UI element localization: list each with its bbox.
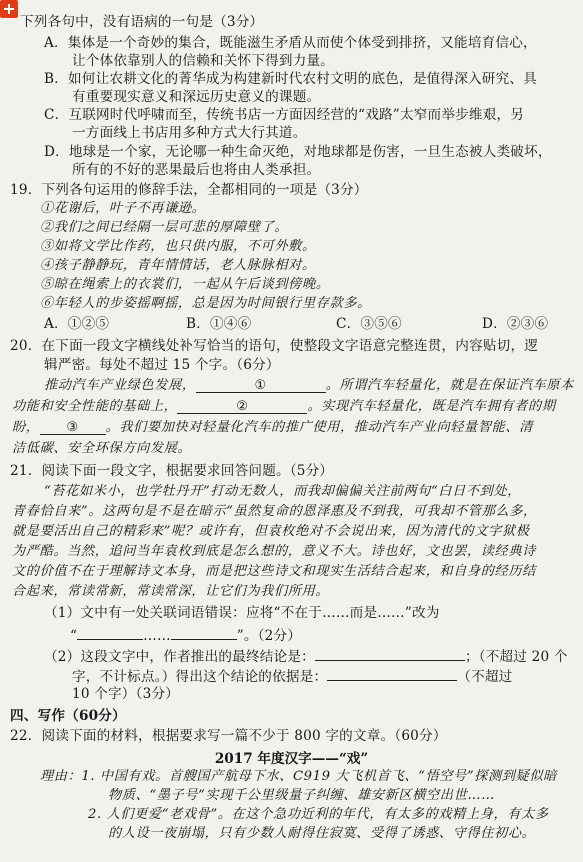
q22-reason-line4: 的人设一夜崩塌，只有少数人耐得住寂寞、受得了诱惑、守得住初心。: [108, 826, 536, 841]
q21-sub2-line1: （2）这段文字中，作者推出的最终结论是： ；（不超过 20 个: [44, 645, 568, 666]
q19-item-4: ④孩子静静玩，青年情情话，老人脉脉相对。: [40, 258, 316, 273]
q21-sub1-line2: “ …… ”。（2分）: [70, 624, 301, 645]
q20-passage-line3: 盼， ③ 。我们要加快对轻量化汽车的推广使用，推动汽车产业向轻量智能、清: [12, 420, 533, 435]
q21-passage-line5: 文的价值不在于理解诗文本身，而是把这些诗文和现实生活结合起来，和自身的经历结: [12, 564, 536, 579]
q21-sub2-blank-conclusion[interactable]: [315, 645, 465, 661]
q19-item-6: ⑥年轻人的步姿摇啊摇，总是因为时间银行里存款多。: [40, 296, 371, 311]
q20-blank-1[interactable]: ①: [196, 377, 326, 393]
q20-stem-line2: 辑严密。每处不超过 15 个字。（6分）: [44, 357, 280, 373]
q18-option-a-line1: A．集体是一个奇妙的集合，既能滋生矛盾从而使个体受到排挤，又能培育信心，: [44, 35, 537, 51]
q19-option-a: A．①②⑤: [44, 316, 110, 332]
q19-item-3: ③如将文学比作药，也只供内服，不可外敷。: [40, 239, 316, 254]
q19-stem: 19．下列各句运用的修辞手法，全都相同的一项是（3分）: [10, 182, 368, 198]
q18-option-d-line2: 所有的不好的恶果最后也将由人类承担。: [72, 162, 321, 178]
q18-option-b-line2: 有重要现实意义和深远历史意义的课题。: [72, 89, 321, 105]
q21-passage-line6: 合起来，常读常新，常读常深，让它们为我们所用。: [12, 584, 330, 599]
q19-option-b: B．①④⑥: [186, 316, 252, 332]
q21-sub1-blank-b[interactable]: [171, 624, 237, 640]
q22-reason-line2: 物质、“墨子号”实现千公里级量子纠缠、雄安新区横空出世……: [108, 788, 495, 803]
q21-stem: 21．阅读下面一段文字，根据要求回答问题。（5分）: [10, 463, 334, 479]
q18-option-b-line1: B．如何让农耕文化的菁华成为构建新时代农村文明的底色，是值得深入研究、具: [44, 71, 537, 87]
q20-stem-line1: 20．在下面一段文字横线处补写恰当的语句，使整段文字语意完整连贯，内容贴切，逻: [10, 338, 539, 354]
q20-passage-line2: 功能和安全性能的基础上， ② 。实现汽车轻量化，既是汽车拥有者的期: [12, 399, 556, 414]
q18-option-c-line2: 一方面线上书店用多种方式大行其道。: [72, 125, 307, 141]
q21-sub2-line3: 10 个字）（3分）: [72, 686, 180, 702]
q21-passage-line1: “苔花如米小，也学牡丹开”打动无数人，而我却偏偏关注前两句“白日不到处，: [44, 484, 522, 499]
q18-stem: 下列各句中，没有语病的一句是（3分）: [20, 14, 264, 30]
q21-passage-line2: 青春恰自来”。这两句是不是在暗示“虽然复命的恩泽惠及不到我，可我却不管那么多，: [12, 504, 537, 519]
q18-option-c-line1: C．互联网时代呼啸而至，传统书店一方面因经营的“戏路”太窄而举步维艰，另: [44, 107, 525, 123]
q20-passage-line1: 推动汽车产业绿色发展， ① 。所谓汽车轻量化，就是在保证汽车原本: [44, 378, 574, 393]
q18-option-a-line2: 让个体依靠别人的信赖和关怀下得到力量。: [72, 53, 335, 69]
q21-sub2-line2: 字，不计标点。）得出这个结论的依据是： （不超过: [72, 665, 512, 686]
q19-option-d: D．②③⑥: [482, 316, 549, 332]
q20-blank-2[interactable]: ②: [177, 398, 307, 414]
section-writing-heading: 四、写作（60分）: [10, 708, 126, 724]
q21-sub1-blank-a[interactable]: [77, 624, 143, 640]
q19-option-c: C．③⑤⑥: [336, 316, 402, 332]
q18-option-d-line1: D．地球是一个家，无论哪一种生命灭绝，对地球都是伤害，一旦生态被人类破坏，: [44, 144, 552, 160]
q21-sub1-line1: （1）文中有一处关联词语错误：应将“不在于……而是……”改为: [44, 605, 440, 621]
q19-item-5: ⑤晾在绳索上的衣裳们，一起从午后谈到傍晚。: [40, 277, 330, 292]
q20-passage-line4: 洁低碳、安全环保方向发展。: [12, 441, 192, 456]
q22-reason-line1: 理由：1. 中国有戏。首艘国产航母下水、C919 大飞机首飞、“悟空号”探测到疑似暗: [40, 769, 557, 784]
q21-passage-line4: 为严酷。当然，追问当年袁枚到底是怎么想的，意义不大。诗也好，文也罢，读经典诗: [12, 544, 536, 559]
q20-blank-3[interactable]: ③: [40, 419, 106, 435]
q21-passage-line3: 就是要活出自己的精彩来”呢？或许有，但袁枚绝对不会说出来，因为清代的文字狱极: [12, 524, 530, 539]
q19-item-2: ②我们之间已经隔一层可悲的厚障壁了。: [40, 220, 289, 235]
q22-material-title: 2017 年度汉字——“戏”: [214, 751, 369, 767]
app-badge-icon: [0, 0, 18, 18]
q21-sub2-blank-basis[interactable]: [327, 665, 457, 681]
q19-item-1: ①花谢后，叶子不再谦逊。: [40, 201, 206, 216]
q22-reason-line3: 2. 人们更爱“老戏骨”。在这个急功近利的年代，有太多的戏精上身，有太多: [88, 807, 549, 822]
q22-stem: 22．阅读下面的材料，根据要求写一篇不少于 800 字的文章。（60分）: [10, 728, 447, 744]
